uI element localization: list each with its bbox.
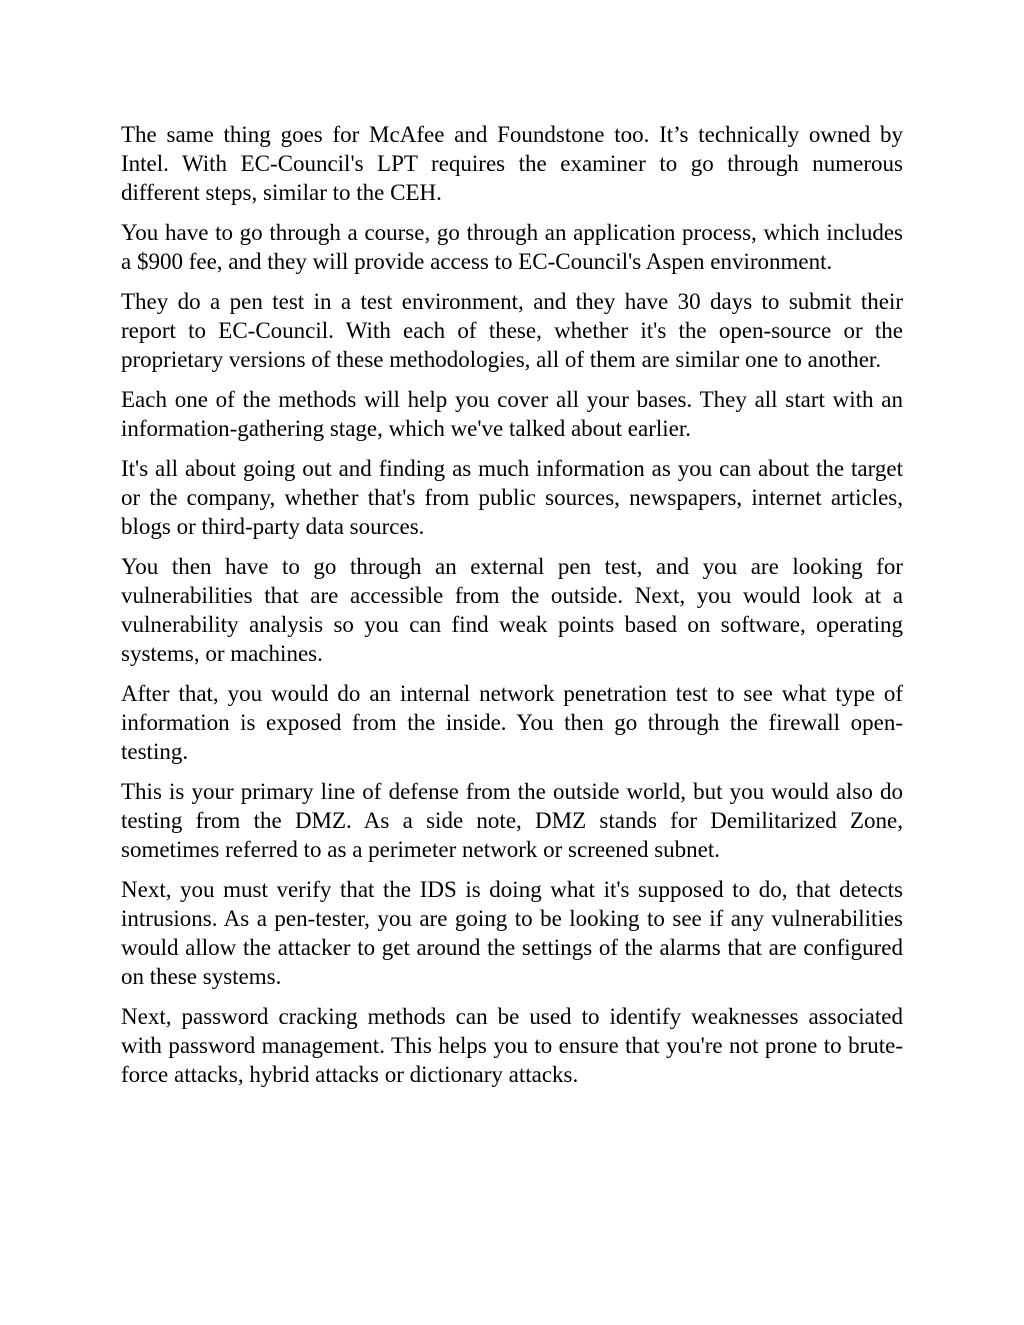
paragraph: It's all about going out and finding as much information as you can about the target or the company, whether that's from public sources, newspapers, internet articles, blogs or third-party data sources. bbox=[121, 456, 903, 539]
paragraph: This is your primary line of defense from the outside world, but you would also do testing from the DMZ. As a side note, DMZ stands for Demilitarized Zone, sometimes referred to as a perimeter network or screened subnet. bbox=[121, 779, 903, 862]
paragraph: You then have to go through an external pen test, and you are looking for vulnerabilities that are accessible from the outside. Next, you would look at a vulnerability analysis so you can find weak points based on software, operating systems, or machines. bbox=[121, 554, 903, 666]
paragraph: The same thing goes for McAfee and Foundstone too. It’s technically owned by Intel. With EC-Council's LPT requires the examiner to go through numerous different steps, similar to the CEH. bbox=[121, 122, 903, 205]
paragraph: You have to go through a course, go through an application process, which includes a $900 fee, and they will provide access to EC-Council's Aspen environment. bbox=[121, 220, 903, 274]
paragraph: Next, password cracking methods can be used to identify weaknesses associated with password management. This helps you to ensure that you're not prone to brute-force attacks, hybrid attacks or dictionary attacks. bbox=[121, 1004, 903, 1087]
paragraph: They do a pen test in a test environment, and they have 30 days to submit their report to EC-Council. With each of these, whether it's the open-source or the proprietary versions of these methodologies, all of them are similar one to another. bbox=[121, 289, 903, 372]
paragraph: Next, you must verify that the IDS is doing what it's supposed to do, that detects intrusions. As a pen-tester, you are going to be looking to see if any vulnerabilities would allow the attacker to get around the settings of the alarms that are configured on these systems. bbox=[121, 877, 903, 989]
paragraph: After that, you would do an internal network penetration test to see what type of information is exposed from the inside. You then go through the firewall open-testing. bbox=[121, 681, 903, 764]
paragraph: Each one of the methods will help you cover all your bases. They all start with an information-gathering stage, which we've talked about earlier. bbox=[121, 387, 903, 441]
document-body bbox=[121, 120, 903, 1100]
